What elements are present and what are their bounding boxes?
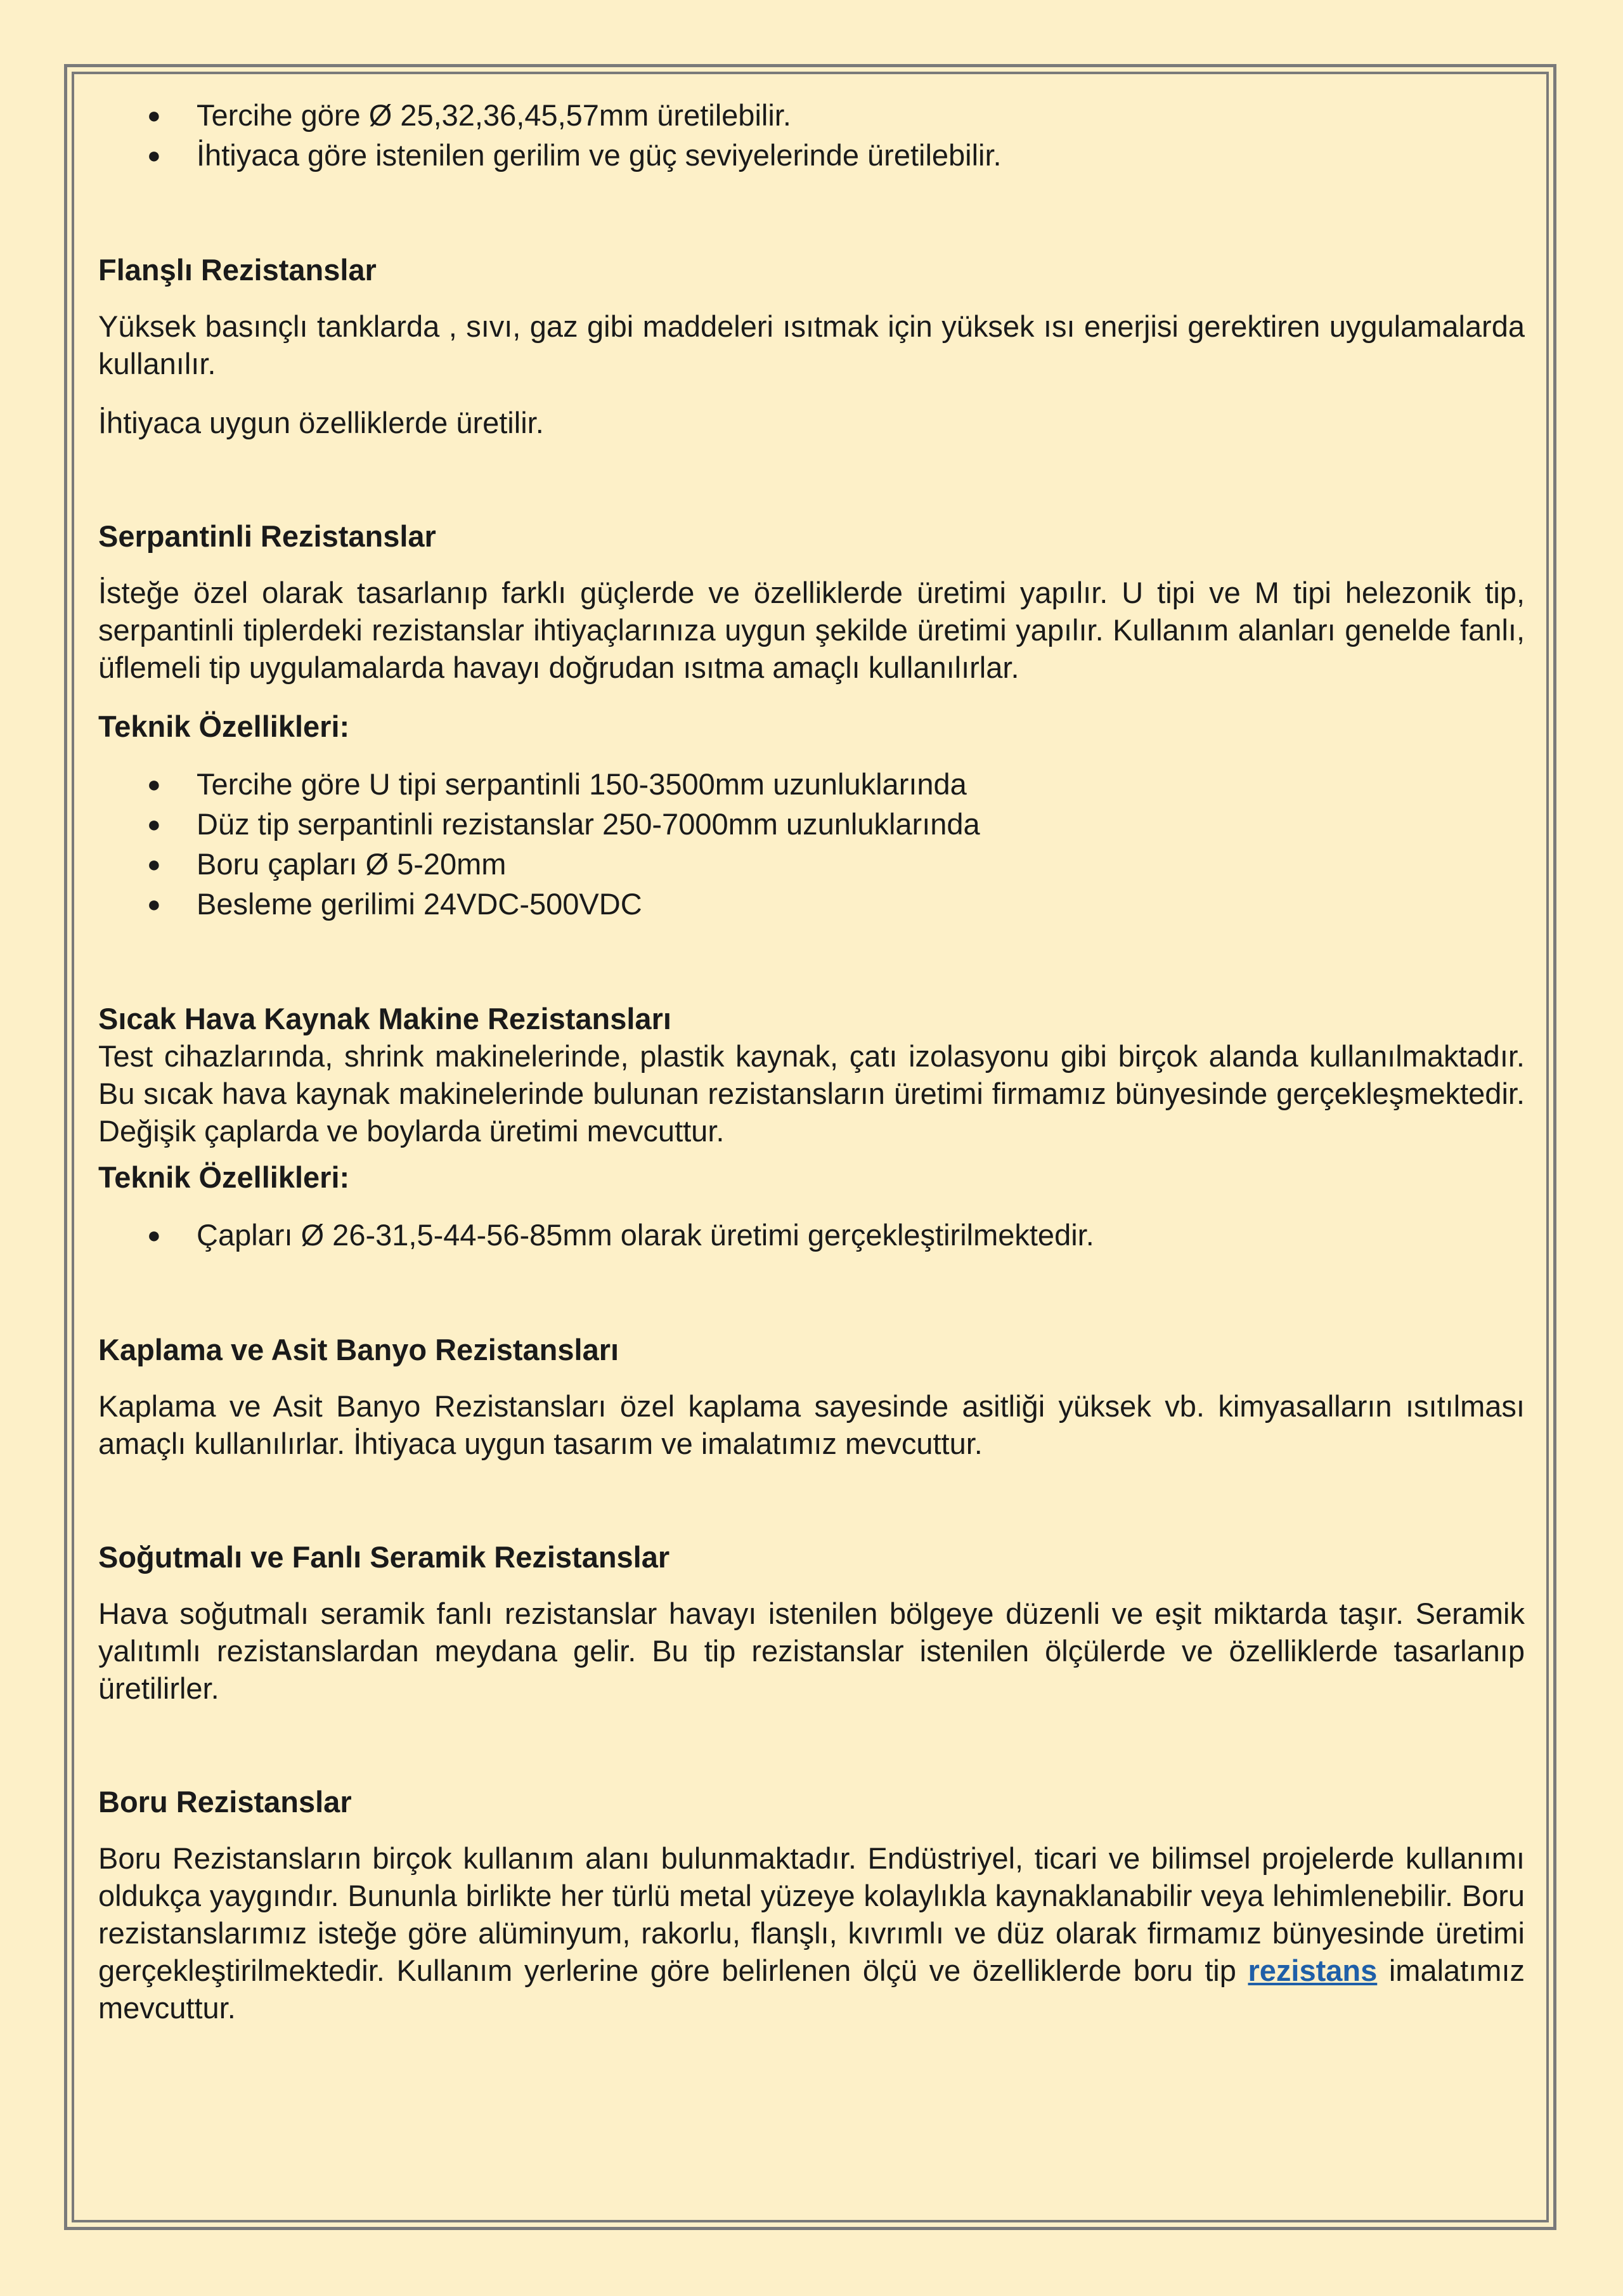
section-title-sogutmali: Soğutmalı ve Fanlı Seramik Rezistanslar — [98, 1540, 670, 1574]
list-item: ● Besleme gerilimi 24VDC-500VDC — [98, 884, 1525, 924]
section-title-boru: Boru Rezistanslar — [98, 1785, 352, 1819]
subsection-title: Teknik Özellikleri: — [98, 1160, 350, 1194]
list-item: ● Tercihe göre U tipi serpantinli 150-3500mm uzunluklarında — [98, 764, 1525, 804]
document-body — [98, 95, 1525, 2027]
section-title-kaplama: Kaplama ve Asit Banyo Rezistansları — [98, 1333, 619, 1366]
paragraph: Yüksek basınçlı tanklarda , sıvı, gaz gibi maddeleri ısıtmak için yüksek ısı enerjisi gerektiren uygulamalarda kullanılır. — [98, 309, 1525, 380]
list-item: ● Tercihe göre Ø 25,32,36,45,57mm üretilebilir. — [98, 95, 1525, 135]
bullet-icon: ● — [147, 851, 161, 877]
serpantinli-bullet-list — [98, 764, 1525, 924]
list-item: ● Düz tip serpantinli rezistanslar 250-7000mm uzunluklarında — [98, 804, 1525, 844]
list-item: ● Boru çapları Ø 5-20mm — [98, 844, 1525, 884]
bullet-icon: ● — [147, 142, 161, 168]
subsection-title: Teknik Özellikleri: — [98, 710, 350, 743]
list-item: ● Çapları Ø 26-31,5-44-56-85mm olarak üretimi gerçekleştirilmektedir. — [98, 1215, 1525, 1255]
paragraph: Boru Rezistansların birçok kullanım alanı bulunmaktadır. Endüstriyel, ticari ve bilimsel projelerde kullanımı oldukça yaygındır. Bununla birlikte her türlü metal yüzeye kolaylıkla kaynaklanabilir veya lehimlenebilir. Boru rezistanslarımız isteğe göre alüminyum, rakorlu, flanşlı, kıvrımlı ve düz olarak firmamız bünyesinde üretimi gerçekleştirilmektedir. Kullanım yerlerine göre belirlenen ölçü ve özelliklerde boru tip rezistans imalatımız mevcuttur. — [98, 1841, 1525, 2025]
paragraph: Test cihazlarında, shrink makinelerinde, plastik kaynak, çatı izolasyonu gibi birçok alanda kullanılmaktadır. Bu sıcak hava kaynak makinelerinde bulunan rezistansların üretimi firmamız bünyesinde gerçekleşmektedir. Değişik çaplarda ve boylarda üretimi mevcuttur. — [98, 1039, 1525, 1148]
section-title-sicak-hava: Sıcak Hava Kaynak Makine Rezistansları — [98, 1002, 671, 1035]
paragraph: İsteğe özel olarak tasarlanıp farklı güçlerde ve özelliklerde üretimi yapılır. U tipi ve M tipi helezonik tip, serpantinli tiplerdeki rezistanslar ihtiyaçlarınıza uygun şekilde üretimi yapılır. Kullanım alanları genelde fanlı, üflemeli tip uygulamalarda havayı doğrudan ısıtma amaçlı kullanılırlar. — [98, 576, 1525, 684]
paragraph: Kaplama ve Asit Banyo Rezistansları özel kaplama sayesinde asitliği yüksek vb. kimyasalların ısıtılması amaçlı kullanılırlar. İhtiyaca uygun tasarım ve imalatımız mevcuttur. — [98, 1389, 1525, 1460]
paragraph: Hava soğutmalı seramik fanlı rezistanslar havayı istenilen bölgeye düzenli ve eşit miktarda taşır. Seramik yalıtımlı rezistanslardan meydana gelir. Bu tip rezistanslar istenilen ölçülerde ve özelliklerde tasarlanıp üretilirler. — [98, 1597, 1525, 1705]
bullet-icon: ● — [147, 771, 161, 797]
bullet-icon: ● — [147, 811, 161, 837]
paragraph: İhtiyaca uygun özelliklerde üretilir. — [98, 406, 544, 439]
bullet-icon: ● — [147, 891, 161, 917]
section-title-flansli: Flanşlı Rezistanslar — [98, 253, 377, 287]
sicak-hava-bullet-list — [98, 1215, 1525, 1255]
bullet-icon: ● — [147, 102, 161, 128]
rezistans-link[interactable]: rezistans — [1248, 1954, 1378, 1987]
list-item: ● İhtiyaca göre istenilen gerilim ve güç seviyelerinde üretilebilir. — [98, 135, 1525, 175]
section-title-serpantinli: Serpantinli Rezistanslar — [98, 519, 436, 553]
top-bullet-list — [98, 95, 1525, 175]
bullet-icon: ● — [147, 1222, 161, 1248]
